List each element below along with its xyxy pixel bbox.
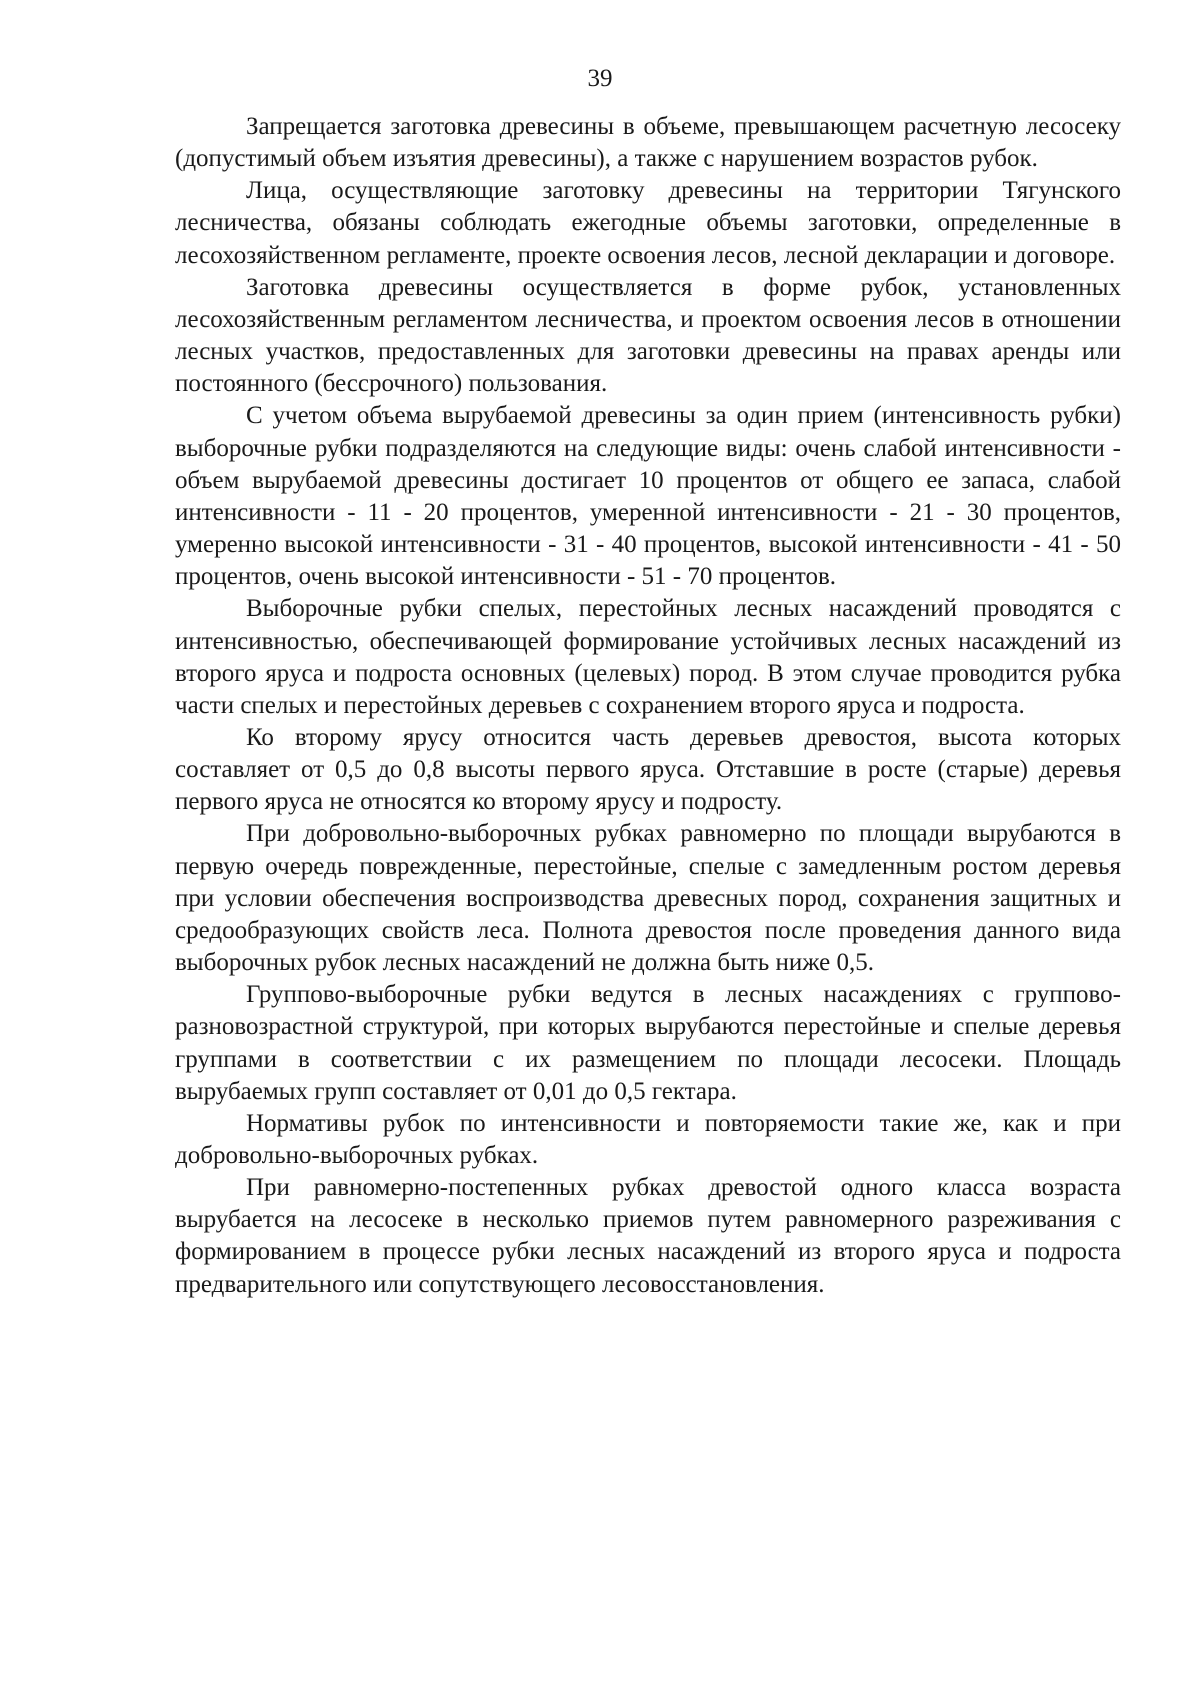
- paragraph: При равномерно-постепенных рубках древостой одного класса возраста вырубается на лесосеке в несколько приемов путем равномерного разреживания с формированием в процессе рубки лесных насаждений из второго яруса и подроста предварительного или сопутствующего лесовосстановления.: [175, 1174, 1121, 1298]
- paragraph: Лица, осуществляющие заготовку древесины на территории Тягунского лесничества, обязаны соблюдать ежегодные объемы заготовки, определенные в лесохозяйственном регламенте, проекте освоения лесов, лесной декларации и договоре.: [175, 177, 1121, 269]
- paragraph: Нормативы рубок по интенсивности и повторяемости такие же, как и при добровольно-выборочных рубках.: [175, 1109, 1121, 1169]
- paragraph: Ко второму ярусу относится часть деревьев древостоя, высота которых составляет от 0,5 до 0,8 высоты первого яруса. Отставшие в росте (старые) деревья первого яруса не относятся ко второму ярусу и подросту.: [175, 723, 1121, 816]
- paragraph: При добровольно-выборочных рубках равномерно по площади вырубаются в первую очередь поврежденные, перестойные, спелые с замедленным ростом деревья при условии обеспечения воспроизводства древесных пород, сохранения защитных и средообразующих свойств леса. Полнота древостоя после проведения данного вида выборочных рубок лесных насаждений не должна быть ниже 0,5.: [175, 820, 1121, 977]
- document-body: [175, 111, 1121, 1301]
- paragraph: Заготовка древесины осуществляется в форме рубок, установленных лесохозяйственным регламентом лесничества, и проектом освоения лесов в отношении лесных участков, предоставленных для заготовки древесины на правах аренды или постоянного (бессрочного) пользования.: [175, 273, 1121, 398]
- paragraph: Запрещается заготовка древесины в объеме, превышающем расчетную лесосеку (допустимый объем изъятия древесины), а также с нарушением возрастов рубок.: [175, 113, 1121, 173]
- paragraph: С учетом объема вырубаемой древесины за один прием (интенсивность рубки) выборочные рубки подразделяются на следующие виды: очень слабой интенсивности - объем вырубаемой древесины достигает 10 процентов от общего ее запаса, слабой интенсивности - 11 - 20 процентов, умеренной интенсивности - 21 - 30 процентов, умеренно высокой интенсивности - 31 - 40 процентов, высокой интенсивности - 41 - 50 процентов, очень высокой интенсивности - 51 - 70 процентов.: [175, 402, 1121, 591]
- paragraph: Группово-выборочные рубки ведутся в лесных насаждениях с группово-разновозрастной структурой, при которых вырубаются перестойные и спелые деревья группами в соответствии с их размещением по площади лесосеки. Площадь вырубаемых групп составляет от 0,01 до 0,5 гектара.: [175, 981, 1121, 1105]
- paragraph: Выборочные рубки спелых, перестойных лесных насаждений проводятся с интенсивностью, обеспечивающей формирование устойчивых лесных насаждений из второго яруса и подроста основных (целевых) пород. В этом случае проводится рубка части спелых и перестойных деревьев с сохранением второго яруса и подроста.: [175, 595, 1121, 719]
- page-number: 39: [587, 65, 613, 92]
